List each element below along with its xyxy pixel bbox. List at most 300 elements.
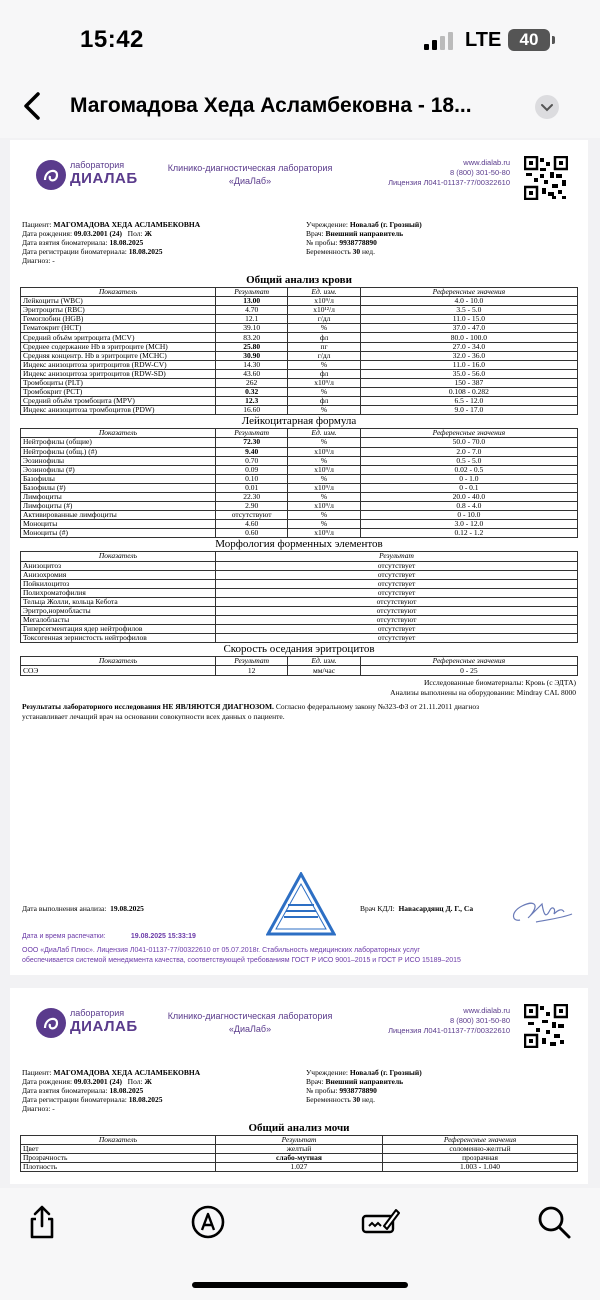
table-cell: 37.0 - 47.0 [360,324,577,333]
table-cell: 27.0 - 34.0 [360,342,577,351]
table-cell: 3.0 - 12.0 [360,520,577,529]
column-header: Результат [215,552,577,561]
patient-name-label: Пациент: [22,220,52,229]
table-row [21,570,578,579]
table-cell: 1.027 [215,1163,382,1172]
dob-label: Дата рождения: [22,229,73,238]
pregnancy-weeks: 30 [352,1095,361,1104]
doctor-label: Врач: [306,229,324,238]
table-cell: мм/час [288,666,360,675]
table-cell: Индекс анизоцитоза эритроцитов (RDW-SD) [21,369,216,378]
table-row [21,492,578,501]
logo-caption: лаборатория [70,1008,125,1018]
pregnancy-unit: нед. [362,247,375,256]
sex-label: Пол: [127,229,143,238]
urine-title: Общий анализ мочи [248,1122,350,1134]
table-cell: 12.1 [215,315,287,324]
table-cell: пг [288,342,360,351]
doctor-label: Врач: [306,1077,324,1086]
table-header-row [21,552,578,561]
logo-wordmark: ДИАЛАБ [70,170,138,187]
patient-dob: 09.03.2001 (24) [73,229,123,238]
back-icon[interactable] [14,86,54,126]
column-header: Референсные значения [360,657,577,666]
table-cell: 20.0 - 40.0 [360,492,577,501]
chevron-down-icon [535,95,559,119]
institution-label: Учреждение: [306,220,348,229]
logo-wordmark: ДИАЛАБ [70,1018,138,1035]
cbc-title: Общий анализ крови [246,274,352,286]
lab-contacts [370,158,510,188]
table-cell: Моноциты (#) [21,529,216,538]
table-cell: Пойкилоцитоз [21,579,216,588]
table-cell: г/дл [288,351,360,360]
table-cell: % [288,456,360,465]
table-cell: отсутствует [215,588,577,597]
table-cell: 4.60 [215,520,287,529]
column-header: Показатель [21,429,216,438]
lab-site: www.dialab.ru [463,1006,510,1015]
column-header: Референсные значения [360,288,577,297]
lab-license: Лицензия Л041-01137-77/00322610 [388,178,510,187]
lab-contacts [370,1006,510,1036]
table-cell: Тельца Жолли, кольца Кебота [21,597,216,606]
dialab-logo-icon [36,160,66,190]
table-cell: 0 - 1.0 [360,474,577,483]
table-cell: x10⁹/л [288,483,360,492]
table-cell: x10⁹/л [288,502,360,511]
column-header: Референсные значения [360,429,577,438]
dob-label: Дата рождения: [22,1077,73,1086]
table-cell: Гиперсегментация ядер нейтрофилов [21,625,216,634]
signature-icon [506,892,576,928]
table-cell: Индекс анизоцитоза тромбоцитов (PDW) [21,406,216,415]
table-row [21,483,578,492]
table-cell: 0.01 [215,483,287,492]
table-cell: 0.02 - 0.5 [360,465,577,474]
table-row [21,456,578,465]
table-cell: Анизохромия [21,570,216,579]
table-row [21,625,578,634]
taken-label: Дата взятия биоматериала: [22,1086,108,1095]
table-row [21,474,578,483]
diagnosis: - [52,256,55,265]
table-row [21,360,578,369]
column-header: Ед. изм. [288,288,360,297]
table-cell: % [288,474,360,483]
battery-icon: 40 [508,29,550,51]
table-cell: 0.108 - 0.282 [360,388,577,397]
urine-table [20,1135,578,1172]
column-header: Результат [215,288,287,297]
analysis-date-label: Дата выполнения анализа: [22,904,107,913]
kdl-doctor-label: Врач КДЛ: [360,904,395,913]
table-cell: 0.70 [215,456,287,465]
equipment-note: Анализы выполнены на оборудовании: Mindray CAL 8000 [390,687,576,697]
table-cell: x10¹²/л [288,306,360,315]
table-cell: 0.09 [215,465,287,474]
table-cell: 0 - 10.0 [360,511,577,520]
sample-number: 9938778890 [339,1086,377,1095]
table-cell: отсутствует [215,570,577,579]
table-cell: 25.80 [215,342,287,351]
table-cell: Тромбоциты (PLT) [21,378,216,387]
table-cell: 262 [215,378,287,387]
table-cell: 6.5 - 12.0 [360,397,577,406]
table-header-row [21,429,578,438]
table-cell: 2.0 - 7.0 [360,447,577,456]
lab-header [10,140,588,218]
table-cell: 22.30 [215,492,287,501]
lab-license: Лицензия Л041-01137-77/00322610 [388,1026,510,1035]
table-cell: соломенно-желтый [383,1145,578,1154]
patient-dob: 09.03.2001 (24) [73,1077,123,1086]
network-type: LTE [465,29,502,51]
column-header: Показатель [21,1136,216,1145]
institution: Новалаб (г. Грозный) [349,220,422,229]
print-label: Дата и время распечатки: [22,933,106,940]
print-info [22,933,196,940]
taken-date: 18.08.2025 [109,1086,144,1095]
patient-name: МАГОМАДОВА ХЕДА АСЛАМБЕКОВНА [53,220,201,229]
table-cell: 72.30 [215,438,287,447]
table-cell: Эритроциты (RBC) [21,306,216,315]
table-cell: Плотность [21,1163,216,1172]
table-cell: отсутствуют [215,616,577,625]
table-cell: отсутствует [215,561,577,570]
leuko-title: Лейкоцитарная формула [241,415,357,428]
table-cell: Среднее содержание Hb в эритроците (MCH) [21,342,216,351]
lab-name [160,162,340,188]
table-cell: 35.0 - 56.0 [360,369,577,378]
table-cell: 0.10 [215,474,287,483]
lab-name-line-1: Клинико-диагностическая лаборатория [167,163,333,173]
footer-line-1: ООО «ДиаЛаб Плюс». Лицензия Л041-01137-77/00322610 от 05.07.2018г. Стабильность медицинских лабораторных услуг [22,947,420,954]
column-header: Ед. изм. [288,657,360,666]
footer-line-2: обеспечивается системой менеджмента качества, соответствующей требованиям ГОСТ Р ИСО 9001–2015 и ГОСТ Р ИСО 15189–2015 [22,957,461,964]
table-row [21,315,578,324]
table-cell: СОЭ [21,666,216,675]
pregnancy-label: Беременность [306,1095,351,1104]
table-cell: 4.0 - 10.0 [360,297,577,306]
table-row [21,666,578,675]
table-row [21,1145,578,1154]
referring-doctor: Внешний направитель [325,229,404,238]
disclaimer-bold: Результаты лабораторного исследования НЕ ЯВЛЯЮТСЯ ДИАГНОЗОМ. [22,701,274,711]
column-header: Ед. изм. [288,429,360,438]
markup-pen-icon[interactable] [188,1202,228,1242]
table-cell: 16.60 [215,406,287,415]
table-cell: Нейтрофилы (общ.) (#) [21,447,216,456]
qr-code-icon [524,156,568,200]
table-cell: отсутствует [215,579,577,588]
reg-label: Дата регистрации биоматериала: [22,1095,127,1104]
table-cell: 0.32 [215,388,287,397]
table-cell: 4.70 [215,306,287,315]
table-cell: 0.12 - 1.2 [360,529,577,538]
table-row [21,511,578,520]
reg-label: Дата регистрации биоматериала: [22,247,127,256]
table-cell: Средняя концентр. Hb в эритроците (MCHC) [21,351,216,360]
table-row [21,502,578,511]
battery-nub [552,36,555,44]
table-row [21,397,578,406]
leuko-table [20,428,578,538]
print-datetime: 19.08.2025 15:33:19 [130,933,196,940]
table-cell: отсутствуют [215,597,577,606]
table-cell: 32.0 - 36.0 [360,351,577,360]
table-cell: 12 [215,666,287,675]
institution-label: Учреждение: [306,1068,348,1077]
table-cell: % [288,360,360,369]
table-cell: 12.3 [215,397,287,406]
table-cell: 0 - 25 [360,666,577,675]
patient-name-label: Пациент: [22,1068,52,1077]
table-cell: г/дл [288,315,360,324]
table-cell: желтый [215,1145,382,1154]
table-row [21,297,578,306]
table-cell: 9.0 - 17.0 [360,406,577,415]
table-cell: x10⁹/л [288,529,360,538]
column-header: Показатель [21,657,216,666]
table-cell: отсутствуют [215,511,287,520]
search-icon[interactable] [534,1202,574,1242]
column-header: Результат [215,657,287,666]
table-cell: % [288,438,360,447]
table-cell: % [288,511,360,520]
analysis-date [22,904,144,914]
table-row [21,1154,578,1163]
table-row [21,597,578,606]
table-cell: слабо-мутная [215,1154,382,1163]
table-cell: Эозинофилы [21,456,216,465]
table-cell: Гемоглобин (HGB) [21,315,216,324]
table-cell: % [288,492,360,501]
table-cell: 0.5 - 5.0 [360,456,577,465]
table-header-row [21,288,578,297]
column-header: Показатель [21,552,216,561]
qr-code-icon [524,1004,568,1048]
document-title: Магомадова Хеда Асламбековна - 18... [70,94,472,117]
table-cell: Лейкоциты (WBC) [21,297,216,306]
esr-table [20,656,578,675]
table-cell: 43.60 [215,369,287,378]
lab-name-line-2: «ДиаЛаб» [228,1024,272,1034]
cellular-signal-icon [424,32,456,50]
lab-phone: 8 (800) 301-50-80 [449,168,510,177]
table-cell: Индекс анизоцитоза эритроцитов (RDW-CV) [21,360,216,369]
table-row [21,588,578,597]
table-cell: Лимфоциты (#) [21,502,216,511]
sample-label: № пробы: [306,1086,338,1095]
column-header: Показатель [21,288,216,297]
status-bar [0,0,600,80]
table-cell: фл [288,333,360,342]
sex-label: Пол: [127,1077,143,1086]
diag-label: Диагноз: [22,1104,51,1113]
table-cell: x10⁹/л [288,447,360,456]
table-cell: Базофилы [21,474,216,483]
table-cell: Активированные лимфоциты [21,511,216,520]
disclaimer [22,702,588,712]
table-row [21,306,578,315]
patient-name: МАГОМАДОВА ХЕДА АСЛАМБЕКОВНА [53,1068,201,1077]
table-cell: Моноциты [21,520,216,529]
table-row [21,388,578,397]
table-cell: % [288,406,360,415]
reg-date: 18.08.2025 [128,1095,163,1104]
logo-caption: лаборатория [70,160,125,170]
table-cell: фл [288,369,360,378]
table-row [21,561,578,570]
table-cell: 80.0 - 100.0 [360,333,577,342]
patient-sex: Ж [144,229,152,238]
referring-doctor: Внешний направитель [325,1077,404,1086]
table-cell: Лимфоциты [21,492,216,501]
footer-text [22,946,578,966]
lab-name-line-2: «ДиаЛаб» [228,176,272,186]
table-cell: Базофилы (#) [21,483,216,492]
analysis-date-value: 19.08.2025 [110,904,144,913]
morph-title: Морфология форменных элементов [215,538,383,551]
table-cell: 50.0 - 70.0 [360,438,577,447]
column-header: Результат [215,429,287,438]
table-row [21,616,578,625]
table-cell: 30.90 [215,351,287,360]
table-cell: Эритро,нормобласты [21,607,216,616]
sample-label: № пробы: [306,238,338,247]
table-cell: Средний объём эритроцита (MCV) [21,333,216,342]
table-row [21,607,578,616]
table-cell: 83.20 [215,333,287,342]
table-cell: 11.0 - 15.0 [360,315,577,324]
document-page-2 [10,988,588,1184]
morph-table [20,551,578,643]
document-page-1 [10,140,588,975]
table-cell: 11.0 - 16.0 [360,360,577,369]
table-row [21,465,578,474]
diag-label: Диагноз: [22,256,51,265]
lab-name-line-1: Клинико-диагностическая лаборатория [167,1011,333,1021]
table-cell: Прозрачность [21,1154,216,1163]
table-row [21,447,578,456]
column-header: Референсные значения [383,1136,578,1145]
kdl-doctor-name: Навасардянц Д. Г., Са [398,904,474,913]
table-cell: 0.8 - 4.0 [360,502,577,511]
table-cell: x10⁹/л [288,297,360,306]
cbc-table [20,287,578,415]
institution: Новалаб (г. Грозный) [349,1068,422,1077]
status-time: 15:42 [80,26,144,53]
table-cell: Тромбокрит (PCT) [21,388,216,397]
table-cell: Нейтрофилы (общие) [21,438,216,447]
nav-bar [0,80,600,138]
table-row [21,520,578,529]
disclaimer-line-2: устанавливает лечащий врач на основании совокупности всех данных о пациенте. [22,711,285,721]
pregnancy-weeks: 30 [352,247,361,256]
title-menu-button[interactable] [535,95,559,119]
table-cell: 150 - 387 [360,378,577,387]
table-row [21,634,578,643]
disclaimer-text-1: Согласно федеральному закону №323-ФЗ от 21.11.2011 диагноз [275,701,480,711]
table-header-row [21,1136,578,1145]
table-row [21,438,578,447]
table-cell: прозрачная [383,1154,578,1163]
lab-header-2 [10,988,588,1066]
column-header: Результат [215,1136,382,1145]
table-row [21,378,578,387]
table-cell: 0 - 0.1 [360,483,577,492]
table-row [21,342,578,351]
dialab-logo-icon [36,1008,66,1038]
table-cell: 2.90 [215,502,287,511]
table-cell: 1.003 - 1.040 [383,1163,578,1172]
table-header-row [21,657,578,666]
table-cell: Мегалобласты [21,616,216,625]
table-cell: Средний объём тромбоцита (MPV) [21,397,216,406]
table-row [21,579,578,588]
table-cell: Анизоцитоз [21,561,216,570]
patient-sex: Ж [144,1077,152,1086]
table-cell: 3.5 - 5.0 [360,306,577,315]
table-cell: 9.40 [215,447,287,456]
home-indicator [192,1282,408,1288]
taken-date: 18.08.2025 [109,238,144,247]
table-cell: x10⁹/л [288,378,360,387]
table-row [21,369,578,378]
reg-date: 18.08.2025 [128,247,163,256]
table-row [21,333,578,342]
lab-site: www.dialab.ru [463,158,510,167]
table-cell: Токсогенная зернистость нейтрофилов [21,634,216,643]
table-cell: 39.10 [215,324,287,333]
table-cell: 14.30 [215,360,287,369]
table-row [21,351,578,360]
table-cell: отсутствует [215,634,577,643]
table-cell: отсутствуют [215,607,577,616]
esr-title: Скорость оседания эритроцитов [223,643,375,656]
table-cell: Цвет [21,1145,216,1154]
lab-name [160,1010,340,1036]
table-cell: x10⁹/л [288,465,360,474]
table-row [21,324,578,333]
kdl-doctor [360,904,473,914]
patient-info-2 [10,1066,588,1122]
table-cell: % [288,388,360,397]
biomaterial-note: Исследованные биоматериалы: Кровь (с ЭДТА) [423,677,576,687]
table-row [21,529,578,538]
patient-info [10,218,588,274]
table-cell: Гематокрит (НСТ) [21,324,216,333]
sample-number: 9938778890 [339,238,377,247]
signature-tool-icon[interactable] [360,1202,400,1242]
table-cell: 0.60 [215,529,287,538]
taken-label: Дата взятия биоматериала: [22,238,108,247]
table-cell: Полихроматофилия [21,588,216,597]
table-cell: % [288,324,360,333]
pregnancy-label: Беременность [306,247,351,256]
table-cell: 13.00 [215,297,287,306]
share-icon[interactable] [22,1202,62,1242]
lab-stamp-icon [266,872,336,936]
lab-phone: 8 (800) 301-50-80 [449,1016,510,1025]
table-row [21,406,578,415]
table-cell: фл [288,397,360,406]
table-cell: % [288,520,360,529]
table-row [21,1163,578,1172]
pregnancy-unit: нед. [362,1095,375,1104]
table-cell: отсутствует [215,625,577,634]
